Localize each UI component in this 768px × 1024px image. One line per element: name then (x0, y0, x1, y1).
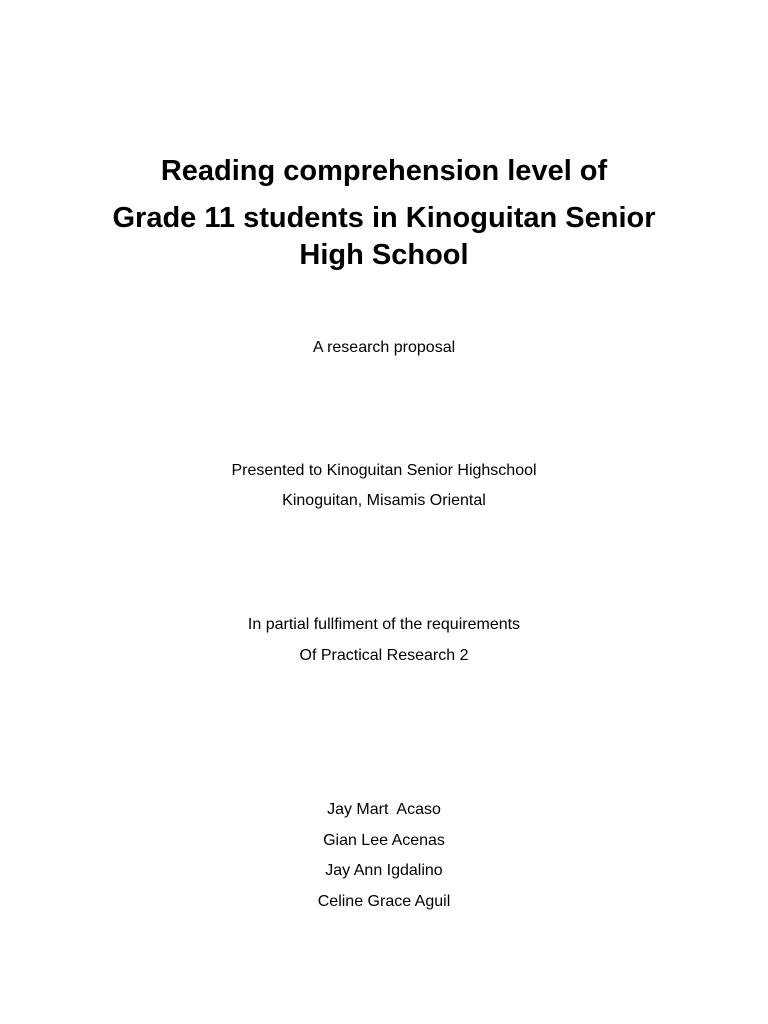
presented-to-line: Presented to Kinoguitan Senior Highschool (231, 462, 537, 479)
subtitle: A research proposal (312, 339, 456, 356)
location-line: Kinoguitan, Misamis Oriental (282, 492, 486, 509)
fulfillment-line: In partial fullfiment of the requirements (247, 616, 521, 633)
author-name: Gian Lee Acenas (323, 832, 445, 849)
title-line-2: Grade 11 students in Kinoguitan Senior (112, 202, 656, 234)
author-name: Celine Grace Aguil (317, 893, 451, 910)
title-line-3: High School (299, 239, 469, 271)
author-name: Jay Ann Igdalino (325, 862, 443, 879)
author-name: Jay Mart Acaso (327, 801, 441, 818)
title-line-1: Reading comprehension level of (160, 155, 608, 187)
course-line: Of Practical Research 2 (299, 647, 469, 664)
